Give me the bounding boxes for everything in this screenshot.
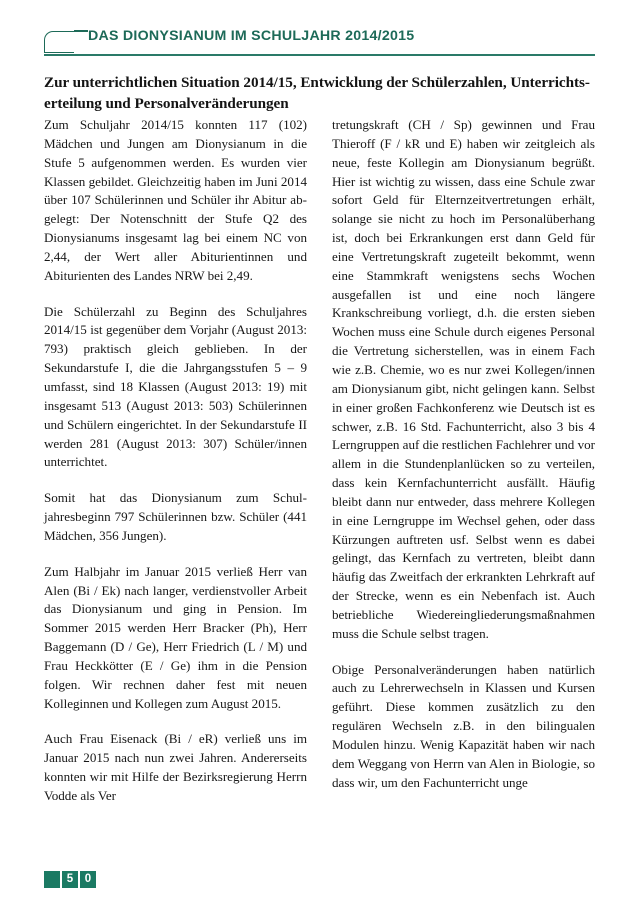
paragraph: Zum Schuljahr 2014/15 konnten 117 (102) Mädchen und Jungen am Dionysianum in die Stufe 5 aufgenommen werden. Es wurden vier Klassen gebildet. Gleichzeitig haben im Juni 2014 über 107 Schülerinnen und Schüler ihr Abitur abgelegt: Der Notenschnitt der Stufe Q2 des Dionysianums insgesamt lag bei einem NC von 2,44, der Wert aller Abiturientinnen und Abiturienten des Landes NRW bei 2,49. — [44, 117, 307, 283]
folio-digit-ones: 0 — [80, 871, 96, 888]
page-number-folio — [44, 871, 96, 888]
paragraph: Somit hat das Dionysianum zum Schuljahresbeginn 797 Schülerinnen bzw. Schüler (441 Mädchen, 356 Jungen). — [44, 490, 307, 543]
folio-box-blank — [44, 871, 60, 888]
paragraph: Auch Frau Eisenack (Bi / eR) verließ uns im Januar 2015 nach nun zwei Jahren. Andererseits konnten wir mit Hilfe der Bezirksregierung Herrn Vodde als Ver — [44, 731, 307, 803]
body-columns — [44, 116, 595, 806]
paragraph: Die Schülerzahl zu Beginn des Schuljahres 2014/15 ist gegenüber dem Vorjahr (August 2013: 793) praktisch gleich geblieben. In der Sekundarstufe I, die die Jahrgangsstufen 5 – 9 umfasst, sind 18 Klassen (August 2013: 19) mit insgesamt 513 (August 2013: 503) Schülerinnen und Schülern eingerichtet. In der Sekundarstufe II werden 281 (August 2013: 307) Schüler/innen unterrichtet. — [44, 303, 307, 470]
left-text-column — [44, 116, 307, 806]
paragraph: Zum Halbjahr im Januar 2015 verließ Herr van Alen (Bi / Ek) nach langer, verdienstvoller Arbeit das Dionysianum und ging in Pension. Im Sommer 2015 werden Herr Bracker (Ph), Herr Baggemann (D / Ge), Herr Friedrich (L / M) und Frau Heckkötter (E / Ge) ihm in die Pension folgen. Wir rechnen daher fest mit neuen Kolleginnen und Kollegen zum August 2015. — [44, 563, 307, 711]
article-heading: Zur unterrichtlichen Situation 2014/15, Entwicklung der Schülerzahlen, Unterrichts- erteilung und Personalveränderungen — [44, 74, 590, 112]
paragraph: tretungskraft (CH / Sp) gewinnen und Frau Thieroff (F / kR und E) haben wir zeitgleich als neue, feste Kollegin am Dionysianum begrüßt. Hier ist wichtig zu wissen, dass eine Schule zwar sofort Geld für Elternzeitvertretungen erhält, solange sie nicht zu hoch im Personalüberhang ist, doch bei Erkrankungen erst dann Geld für eine Vertretungskraft zugeteilt bekommt, wenn eine Stammkraft wenigstens sechs Wochen ausgefallen ist und eine noch längere Krankschreibung vorliegt, d.h. die ersten sieben Wochen muss eine Schule durch eigenes Personal die Vertretung sicherstellen, was in einem Fach wie z.B. Chemie, wo es nur zwei Kollegen/innen am Dionysianum gibt, nicht gelingen kann. Selbst in einer großen Fachkonferenz wie Deutsch ist es schwer, z.B. 16 Std. Fachunterricht, also 3 bis 4 Lerngruppen auf die restlichen Fachlehrer und vor allem in die Stundenplanlücken so zu verteilen, dass kein Kernfachunterricht ausfällt. Häufig bleibt dann nur entweder, dass mehrere Kollegen in eine Lerngruppe im Wechsel gehen, oder dass Kürzungen auftreten usf. Selbst wenn es dabei gelingt, das Kernfach zu vertreten, bleibt dann häufig das Zweitfach der erkrankten Lehrkraft auf der Strecke, wenn es ein Nebenfach ist. Auch betriebliche Wiedereingliederungsmaßnahmen muss die Schule selbst tragen. — [332, 117, 595, 641]
running-head-title: DAS DIONYSIANUM IM SCHULJAHR 2014/2015 — [88, 28, 415, 44]
bracket-ornament-icon — [44, 31, 74, 53]
folio-digit-tens: 5 — [62, 871, 78, 888]
running-head — [44, 28, 595, 60]
paragraph: Obige Personalveränderungen haben natürlich auch zu Lehrerwechseln in Klassen und Kursen geführt. Diese kommen zusätzlich zu den regulären Wechseln z.B. in den bilingualen Modulen hinzu. Wenig Kapazität haben wir nach dem Weggang von Herrn van Alen in Biologie, so dass wir, um den Fachunterricht unge — [332, 661, 595, 790]
header-divider-rule — [44, 54, 595, 56]
right-text-column — [332, 116, 595, 806]
